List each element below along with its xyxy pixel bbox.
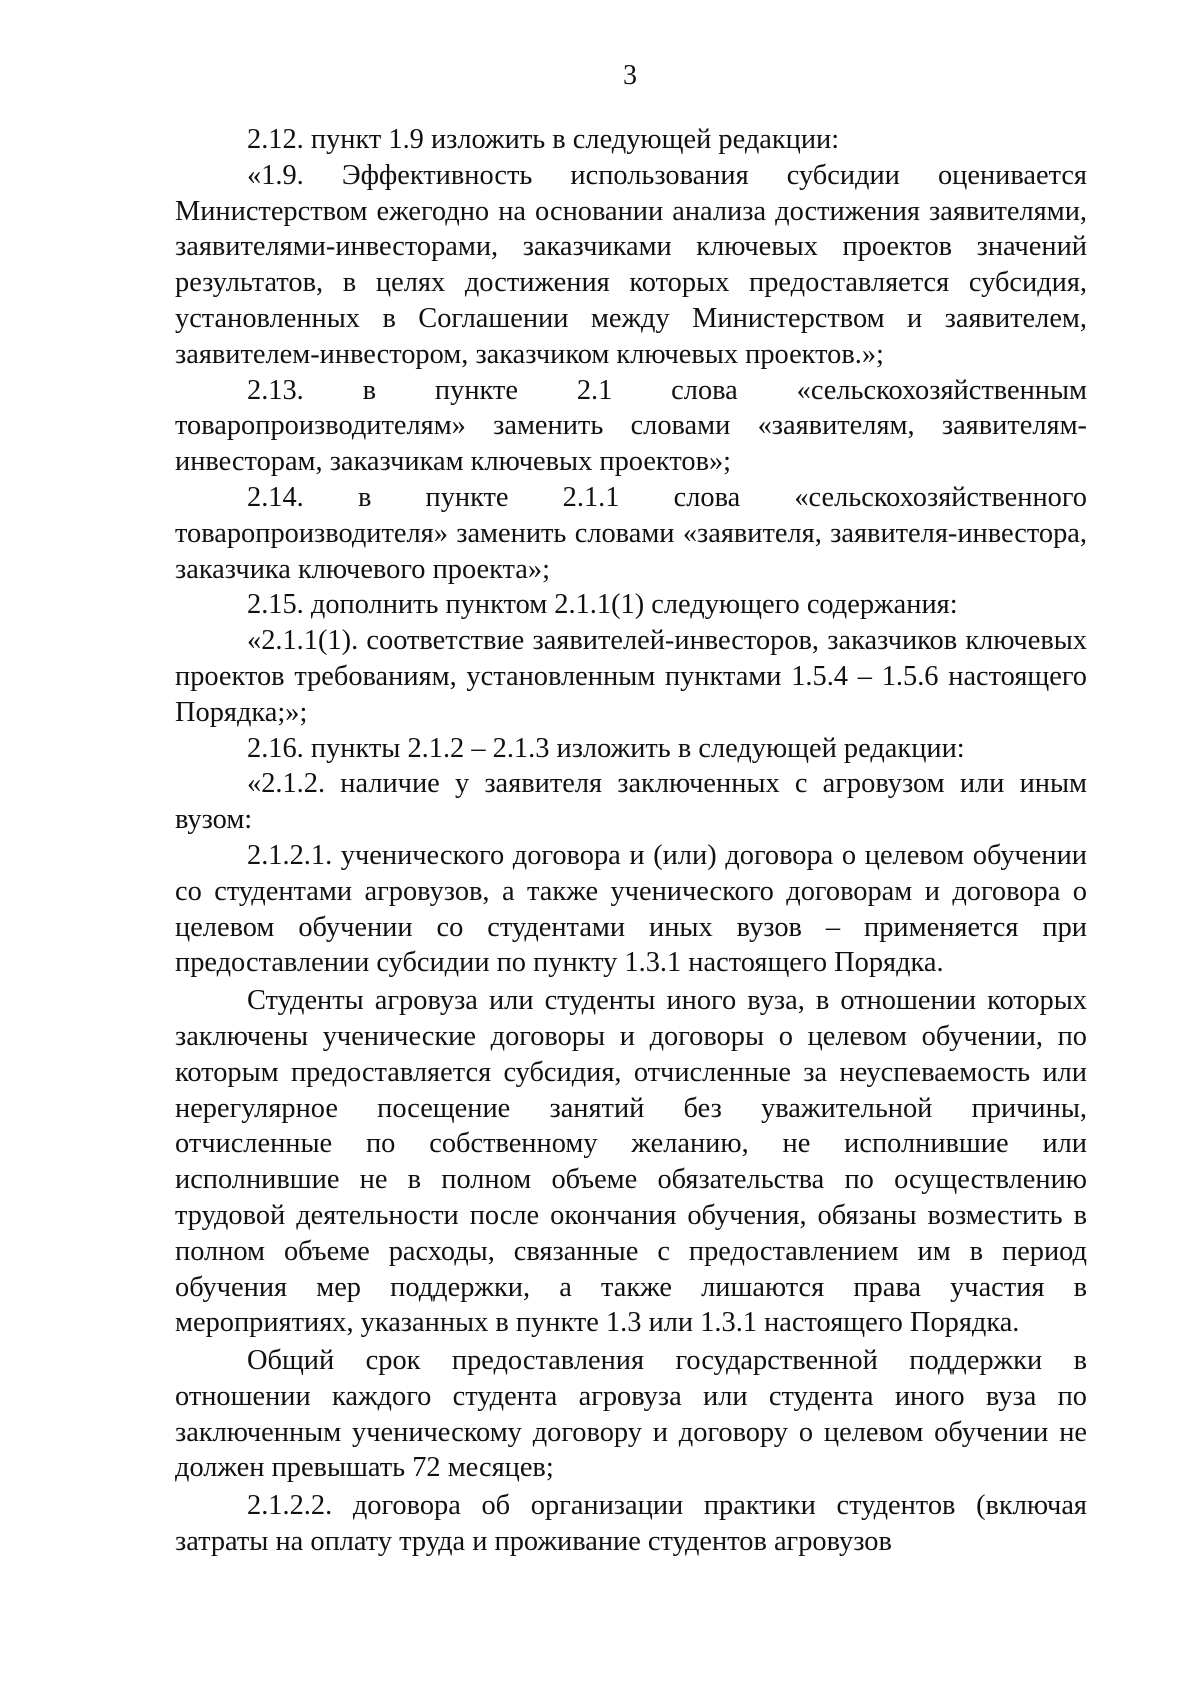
paragraph-2-12: 2.12. пункт 1.9 изложить в следующей редакции: bbox=[247, 124, 840, 155]
paragraph-quote-2-1-2: «2.1.2. наличие у заявителя заключенных с агровузом или иным вузом: bbox=[175, 768, 1087, 836]
paragraph-students-obligations: Студенты агровуза или студенты иного вуза, в отношении которых заключены ученические договоры и договоры о целевом обучении, по которым предоставляется субсидия, отчисленные за неуспеваемость или нерегулярное посещение занятий без уважительной причины, отчисленные по собственному желанию, не исполнившие или исполнившие не в полном объеме обязательства по осуществлению трудовой деятельности после окончания обучения, обязаны возместить в полном объеме расходы, связанные с предоставлением им в период обучения мер поддержки, а также лишаются права участия в мероприятиях, указанных в пункте 1.3 или 1.3.1 настоящего Порядка. bbox=[175, 985, 1087, 1339]
paragraph-2-16: 2.16. пункты 2.1.2 – 2.1.3 изложить в следующей редакции: bbox=[247, 732, 965, 764]
paragraph-2-14: 2.14. в пункте 2.1.1 слова «сельскохозяйственного товаропроизводителя» заменить словами «заявителя, заявителя-инвестора, заказчика ключевого проекта»; bbox=[175, 481, 1087, 585]
page-number: 3 bbox=[623, 60, 637, 91]
paragraph-2-15: 2.15. дополнить пунктом 2.1.1(1) следующего содержания: bbox=[247, 589, 958, 621]
paragraph-2-1-2-2: 2.1.2.2. договора об организации практики студентов (включая затраты на оплату труда и проживание студентов агровузов bbox=[175, 1490, 1087, 1558]
paragraph-2-1-2-1: 2.1.2.1. ученического договора и (или) договора о целевом обучении со студентами агровузов, а также ученического договорам и договора о целевом обучении со студентами иных вузов – применяется при предоставлении субсидии по пункту 1.3.1 настоящего Порядка. bbox=[175, 839, 1087, 979]
paragraph-support-term: Общий срок предоставления государственной поддержки в отношении каждого студента агровуза или студента иного вуза по заключенным ученическому договору и договору о целевом обучении не должен превышать 72 месяцев; bbox=[175, 1345, 1087, 1484]
paragraph-quote-1-9: «1.9. Эффективность использования субсидии оценивается Министерством ежегодно на основании анализа достижения заявителями, заявителями-инвесторами, заказчиками ключевых проектов значений результатов, в целях достижения которых предоставляется субсидия, установленных в Соглашении между Министерством и заявителем, заявителем-инвестором, заказчиком ключевых проектов.»; bbox=[175, 159, 1087, 370]
document-body bbox=[175, 122, 1087, 1560]
paragraph-quote-2-1-1-1: «2.1.1(1). соответствие заявителей-инвесторов, заказчиков ключевых проектов требованиям, установленным пунктами 1.5.4 – 1.5.6 настоящего Порядка;»; bbox=[175, 625, 1087, 728]
paragraph-2-13: 2.13. в пункте 2.1 слова «сельскохозяйственным товаропроизводителям» заменить словами «заявителям, заявителям-инвесторам, заказчикам ключевых проектов»; bbox=[175, 374, 1087, 478]
